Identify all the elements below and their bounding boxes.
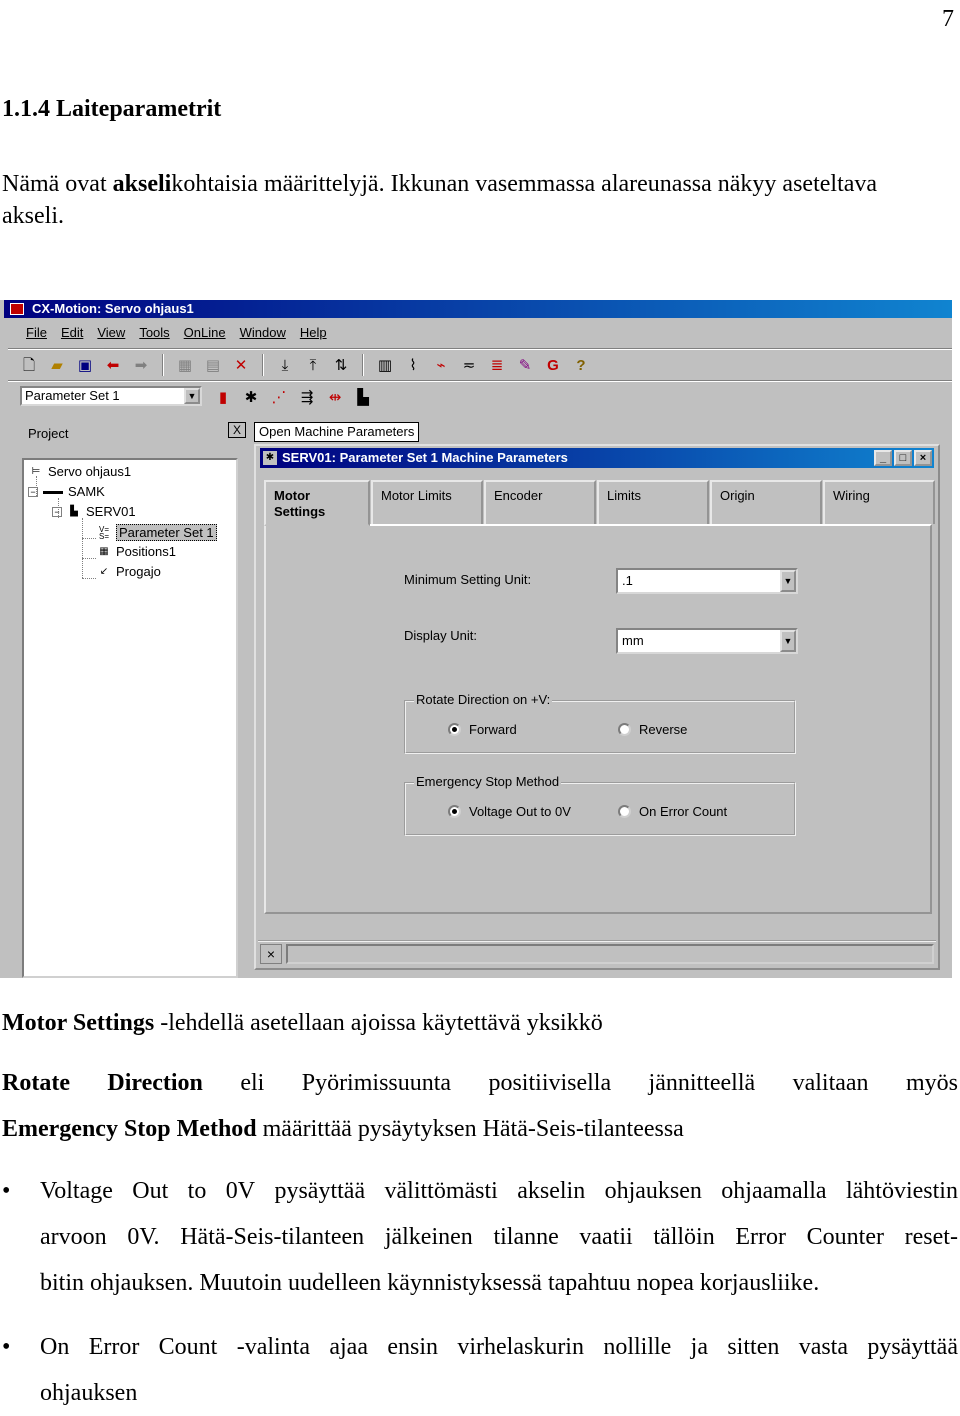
word: jälkeinen	[384, 1224, 473, 1250]
motor-settings-paragraph	[2, 1008, 603, 1038]
tree-item-project[interactable]	[28, 464, 131, 479]
word: vaatii	[579, 1224, 633, 1250]
menu-tools[interactable]: Tools	[139, 325, 170, 340]
window-title: SERV01: Parameter Set 1 Machine Parameters	[282, 450, 568, 465]
limits-icon[interactable]: ⋰	[271, 388, 287, 406]
tab-motor-settings[interactable]: Motor Settings	[264, 480, 370, 526]
menu-bar	[4, 320, 952, 346]
save-icon[interactable]: ▣	[77, 356, 93, 374]
tab-motor-limits[interactable]: Motor Limits	[371, 480, 483, 524]
chevron-down-icon[interactable]: ▼	[184, 388, 200, 404]
rotate-word-5: positiivisella	[488, 1070, 612, 1096]
bar-chart-icon[interactable]: ▮	[218, 388, 228, 406]
word: Counter	[806, 1224, 884, 1250]
new-file-icon[interactable]: 🗋	[22, 356, 36, 374]
tree-item-plc[interactable]	[28, 484, 105, 499]
word: Out	[132, 1178, 169, 1204]
bullet-voltage-out	[0, 1168, 960, 1308]
emergency-stop-group	[404, 774, 796, 836]
tree-item-program[interactable]	[96, 564, 161, 579]
motor-settings-rest: -lehdellä asetellaan ajoissa käytettävä yksikkö	[154, 1010, 603, 1036]
toolbar-separator	[362, 354, 364, 376]
app-icon	[10, 303, 24, 315]
status-bar	[258, 940, 936, 966]
graph-icon[interactable]: ≂	[462, 356, 476, 374]
word: Error	[88, 1334, 140, 1360]
radio-voltage-out-label: Voltage Out to 0V	[469, 804, 571, 819]
word: ohjaamalla	[721, 1178, 827, 1204]
min-setting-unit-label: Minimum Setting Unit:	[404, 572, 532, 587]
status-close-button[interactable]: ×	[260, 944, 282, 964]
copy-icon[interactable]: ▤	[205, 356, 221, 374]
delete-icon[interactable]: ✕	[234, 356, 248, 374]
radio-on-error-count[interactable]	[618, 804, 727, 819]
word: sitten	[727, 1334, 780, 1360]
bullet2-line1	[40, 1324, 958, 1370]
word: arvoon	[40, 1224, 107, 1250]
radio-forward-icon[interactable]	[448, 723, 461, 736]
word: Voltage	[40, 1178, 113, 1204]
tree-line	[82, 538, 96, 539]
bullet1-line3: bitin ohjauksen. Muutoin uudelleen käynnistyksessä tapahtuu nopea korjausliike.	[40, 1270, 820, 1296]
rotate-direction-title: Rotate Direction on +V:	[416, 692, 551, 707]
rotate-direction-group	[404, 692, 796, 754]
emergency-stop-bold: Emergency Stop Method	[2, 1116, 257, 1142]
tree-label-project: Servo ohjaus1	[48, 464, 132, 479]
word: vasta	[798, 1334, 848, 1360]
intro-pre: Nämä ovat	[2, 171, 113, 197]
word: pysäyttää	[867, 1334, 958, 1360]
rotate-word-3: eli	[240, 1070, 265, 1096]
transfer-right-icon[interactable]: ➡	[134, 356, 148, 374]
go-icon[interactable]: G	[547, 356, 559, 374]
menu-window[interactable]: Window	[239, 325, 286, 340]
cut-icon[interactable]: ▦	[177, 356, 193, 374]
menu-separator	[8, 348, 952, 350]
bullet2-line2: ohjauksen	[40, 1380, 138, 1406]
tab-wiring[interactable]: Wiring	[823, 480, 935, 524]
word: lähtöviestin	[845, 1178, 958, 1204]
app-titlebar	[4, 300, 952, 318]
machine-parameters-window	[254, 444, 940, 970]
status-field	[286, 944, 934, 964]
parameter-set-icon: V= S=	[98, 524, 109, 541]
transfer-left-icon[interactable]: ⬅	[106, 356, 120, 374]
data-trace-icon[interactable]: ⌁	[436, 356, 446, 374]
word: 0V.	[127, 1224, 160, 1250]
page-number: 7	[942, 6, 954, 32]
plc-icon: ▬▬	[43, 485, 63, 497]
motor-settings-bold: Motor Settings	[2, 1010, 155, 1036]
radio-voltage-out[interactable]	[448, 804, 571, 819]
open-machine-parameters-tab[interactable]: Open Machine Parameters	[254, 422, 419, 442]
open-folder-icon[interactable]: ▰	[51, 356, 63, 374]
word: ohjauksen	[604, 1178, 702, 1204]
display-unit-value: mm	[622, 633, 644, 648]
compare-icon[interactable]: ⇅	[334, 356, 348, 374]
intro-post: kohtaisia määrittelyjä. Ikkunan vasemmassa alareunassa näkyy aseteltava akseli.	[2, 171, 878, 229]
minimize-button[interactable]: _	[874, 450, 892, 466]
rotate-word-1: Rotate	[2, 1070, 70, 1096]
collapse-icon[interactable]: −	[28, 487, 38, 497]
tree-item-parameter-set[interactable]	[96, 524, 217, 541]
rotate-word-6: jännitteellä	[648, 1070, 756, 1096]
bullet1-line2	[40, 1214, 958, 1260]
word: tällöin	[653, 1224, 715, 1250]
word: ajaa	[329, 1334, 368, 1360]
machine-params-window-icon: ✱	[263, 451, 277, 465]
tree-item-positions[interactable]	[96, 544, 176, 559]
bullet-dot: •	[2, 1334, 11, 1360]
word: 0V	[225, 1178, 256, 1204]
word: pysäyttää	[274, 1178, 366, 1204]
menu-edit[interactable]: Edit	[60, 325, 84, 340]
toolbar-separator	[262, 354, 264, 376]
collapse-icon[interactable]: −	[52, 507, 62, 517]
motor-settings-panel	[264, 524, 932, 914]
intro-bold: akseli	[112, 171, 172, 197]
menu-view[interactable]: View	[97, 325, 126, 340]
arrows-icon[interactable]: ⇹	[328, 388, 342, 406]
param-toolbar	[212, 384, 374, 410]
tree-line	[82, 558, 96, 559]
project-close-button[interactable]: X	[228, 422, 246, 438]
chevron-down-icon[interactable]: ▼	[780, 570, 796, 592]
tree-label-program: Progajo	[116, 564, 161, 579]
servo-unit-icon: ▙	[70, 505, 78, 517]
rotate-direction-paragraph	[2, 1068, 958, 1098]
word: virhelaskurin	[457, 1334, 584, 1360]
project-icon: ⊨	[31, 465, 41, 477]
app-title: CX-Motion: Servo ohjaus1	[32, 301, 194, 316]
emergency-stop-rest: määrittää pysäytyksen Hätä-Seis-tilanteessa	[256, 1116, 684, 1142]
menu-file[interactable]: File	[26, 325, 47, 340]
min-setting-unit-select[interactable]	[616, 568, 798, 594]
maximize-button[interactable]: □	[894, 450, 912, 466]
word: akselin	[517, 1178, 586, 1204]
chart-icon[interactable]: ≣	[490, 356, 504, 374]
program-icon: ↙	[99, 565, 109, 577]
display-unit-label: Display Unit:	[404, 628, 477, 643]
speed-icon[interactable]: ⇶	[300, 388, 314, 406]
tab-limits[interactable]: Limits	[597, 480, 709, 524]
rotate-word-8: myös	[905, 1070, 958, 1096]
word: Hätä-Seis-tilanteen	[180, 1224, 365, 1250]
tree-label-positions: Positions1	[116, 544, 176, 559]
toolbar-separator	[162, 354, 164, 376]
project-label: Project	[28, 426, 69, 441]
radio-on-error-count-label: On Error Count	[639, 804, 728, 819]
word: tilanne	[493, 1224, 559, 1250]
word: nollille	[603, 1334, 672, 1360]
window-buttons	[874, 450, 932, 466]
monitor-icon[interactable]: ▥	[377, 356, 393, 374]
word: to	[187, 1178, 207, 1204]
rotate-word-2: Direction	[107, 1070, 203, 1096]
positions-table-icon: ▦	[99, 545, 109, 557]
tree-line	[82, 518, 83, 578]
cx-motion-screenshot	[0, 300, 952, 978]
menu-help[interactable]: Help	[299, 325, 327, 340]
rotate-word-4: Pyörimissuunta	[301, 1070, 452, 1096]
word: ja	[690, 1334, 708, 1360]
main-toolbar	[18, 352, 592, 378]
min-setting-unit-value: .1	[622, 573, 633, 588]
tree-label-servo: SERV01	[86, 504, 136, 519]
servo-icon[interactable]: ▙	[357, 388, 369, 406]
toolbar-separator-line	[8, 380, 952, 382]
section-heading: 1.1.4 Laiteparametrit	[2, 96, 222, 122]
radio-on-error-count-icon[interactable]	[618, 805, 631, 818]
word: Error	[735, 1224, 786, 1250]
bullet-dot: •	[2, 1178, 11, 1204]
emergency-stop-title: Emergency Stop Method	[416, 774, 560, 789]
close-button[interactable]: ×	[914, 450, 932, 466]
display-unit-select[interactable]	[616, 628, 798, 654]
download-icon[interactable]: ⤓	[281, 356, 289, 374]
radio-reverse-label: Reverse	[639, 722, 688, 737]
radio-voltage-out-icon[interactable]	[448, 805, 461, 818]
parameter-set-combo[interactable]	[20, 386, 202, 406]
word: välittömästi	[384, 1178, 498, 1204]
pen-icon[interactable]: ✎	[518, 356, 532, 374]
tree-label-plc: SAMK	[68, 484, 105, 499]
emergency-stop-paragraph	[2, 1114, 684, 1144]
tree-label-parameter-set: Parameter Set 1	[116, 524, 217, 541]
bullet1-line1	[40, 1168, 958, 1214]
upload-icon[interactable]: ⤒	[309, 356, 317, 374]
parameter-set-value: Parameter Set 1	[25, 388, 120, 403]
tree-line	[82, 578, 96, 579]
menu-online[interactable]: OnLine	[183, 325, 226, 340]
word: reset-	[904, 1224, 958, 1250]
chevron-down-icon[interactable]: ▼	[780, 630, 796, 652]
bullet-on-error-count	[0, 1324, 960, 1416]
tab-origin[interactable]: Origin	[710, 480, 822, 524]
word: On	[40, 1334, 70, 1360]
radio-reverse-icon[interactable]	[618, 723, 631, 736]
radio-forward[interactable]	[448, 722, 517, 737]
intro-paragraph	[2, 168, 902, 232]
help-icon[interactable]: ?	[576, 356, 586, 374]
word: ensin	[387, 1334, 438, 1360]
word: Count	[158, 1334, 218, 1360]
radio-forward-label: Forward	[469, 722, 517, 737]
rotate-word-7: valitaan	[792, 1070, 869, 1096]
trace-icon[interactable]: ⌇	[409, 356, 417, 374]
project-tree	[22, 458, 238, 978]
radio-reverse[interactable]	[618, 722, 687, 737]
tab-encoder[interactable]: Encoder	[484, 480, 596, 524]
machine-params-icon[interactable]: ✱	[244, 388, 258, 406]
word: -valinta	[236, 1334, 311, 1360]
tree-item-servo[interactable]	[52, 504, 136, 519]
parameter-tabs	[264, 480, 936, 526]
window-titlebar	[260, 448, 934, 468]
